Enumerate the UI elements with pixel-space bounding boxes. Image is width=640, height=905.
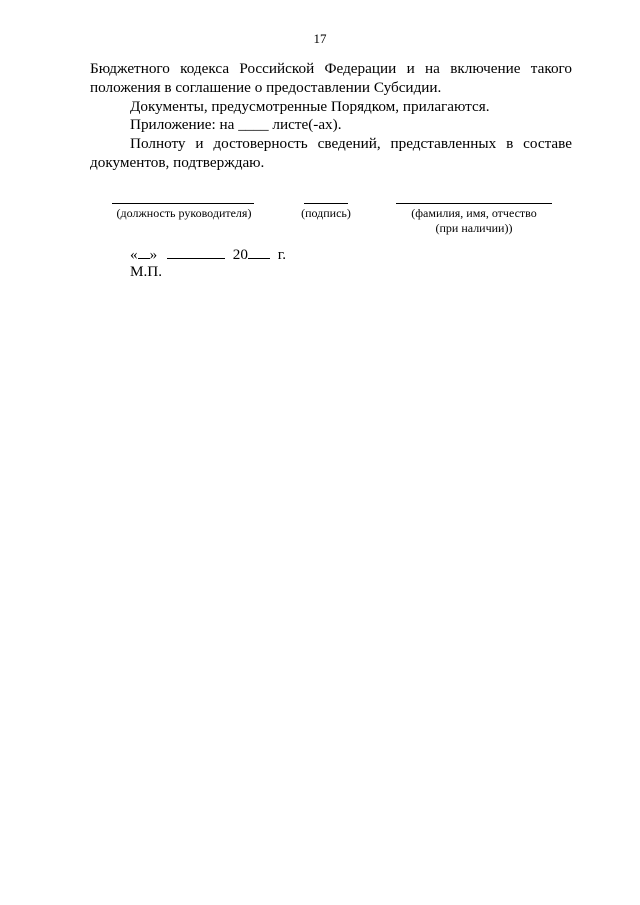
position-signature-line bbox=[112, 203, 254, 204]
position-caption: (должность руководителя) bbox=[116, 206, 252, 220]
paragraph-budget-code-line2: положения в соглашение о предоставлении Субсидии. bbox=[90, 78, 442, 96]
appendix-suffix: листе(-ах). bbox=[268, 116, 342, 134]
paragraph-confirmation: Полноту и достоверность сведений, представленных в составе документов, подтверждаю. bbox=[90, 135, 572, 171]
month-blank bbox=[167, 245, 225, 259]
date-close-quote: » bbox=[149, 246, 158, 263]
stamp-placeholder: М.П. bbox=[130, 263, 163, 280]
date-open-quote: « bbox=[130, 246, 138, 263]
appendix-prefix: Приложение: на bbox=[130, 116, 239, 134]
year-blank bbox=[248, 245, 270, 259]
appendix-sheets-blank: ____ bbox=[238, 116, 269, 134]
date-line bbox=[130, 245, 286, 264]
document-body bbox=[90, 60, 572, 173]
signature-line bbox=[304, 203, 348, 204]
full-name-caption-line1: (фамилия, имя, отчество bbox=[411, 206, 537, 220]
page-number: 17 bbox=[313, 31, 327, 46]
paragraph-documents-attached: Документы, предусмотренные Порядком, прилагаются. bbox=[130, 97, 490, 115]
day-blank bbox=[138, 245, 150, 259]
year-suffix: г. bbox=[277, 246, 287, 263]
year-prefix: 20 bbox=[232, 246, 248, 263]
full-name-signature-line bbox=[396, 203, 552, 204]
paragraph-budget-code-line1: Бюджетного кодекса Российской Федерации и на включение такого bbox=[90, 60, 572, 77]
signature-caption: (подпись) bbox=[301, 206, 351, 220]
full-name-caption-line2: (при наличии)) bbox=[435, 221, 513, 235]
paragraph-appendix bbox=[90, 116, 572, 135]
